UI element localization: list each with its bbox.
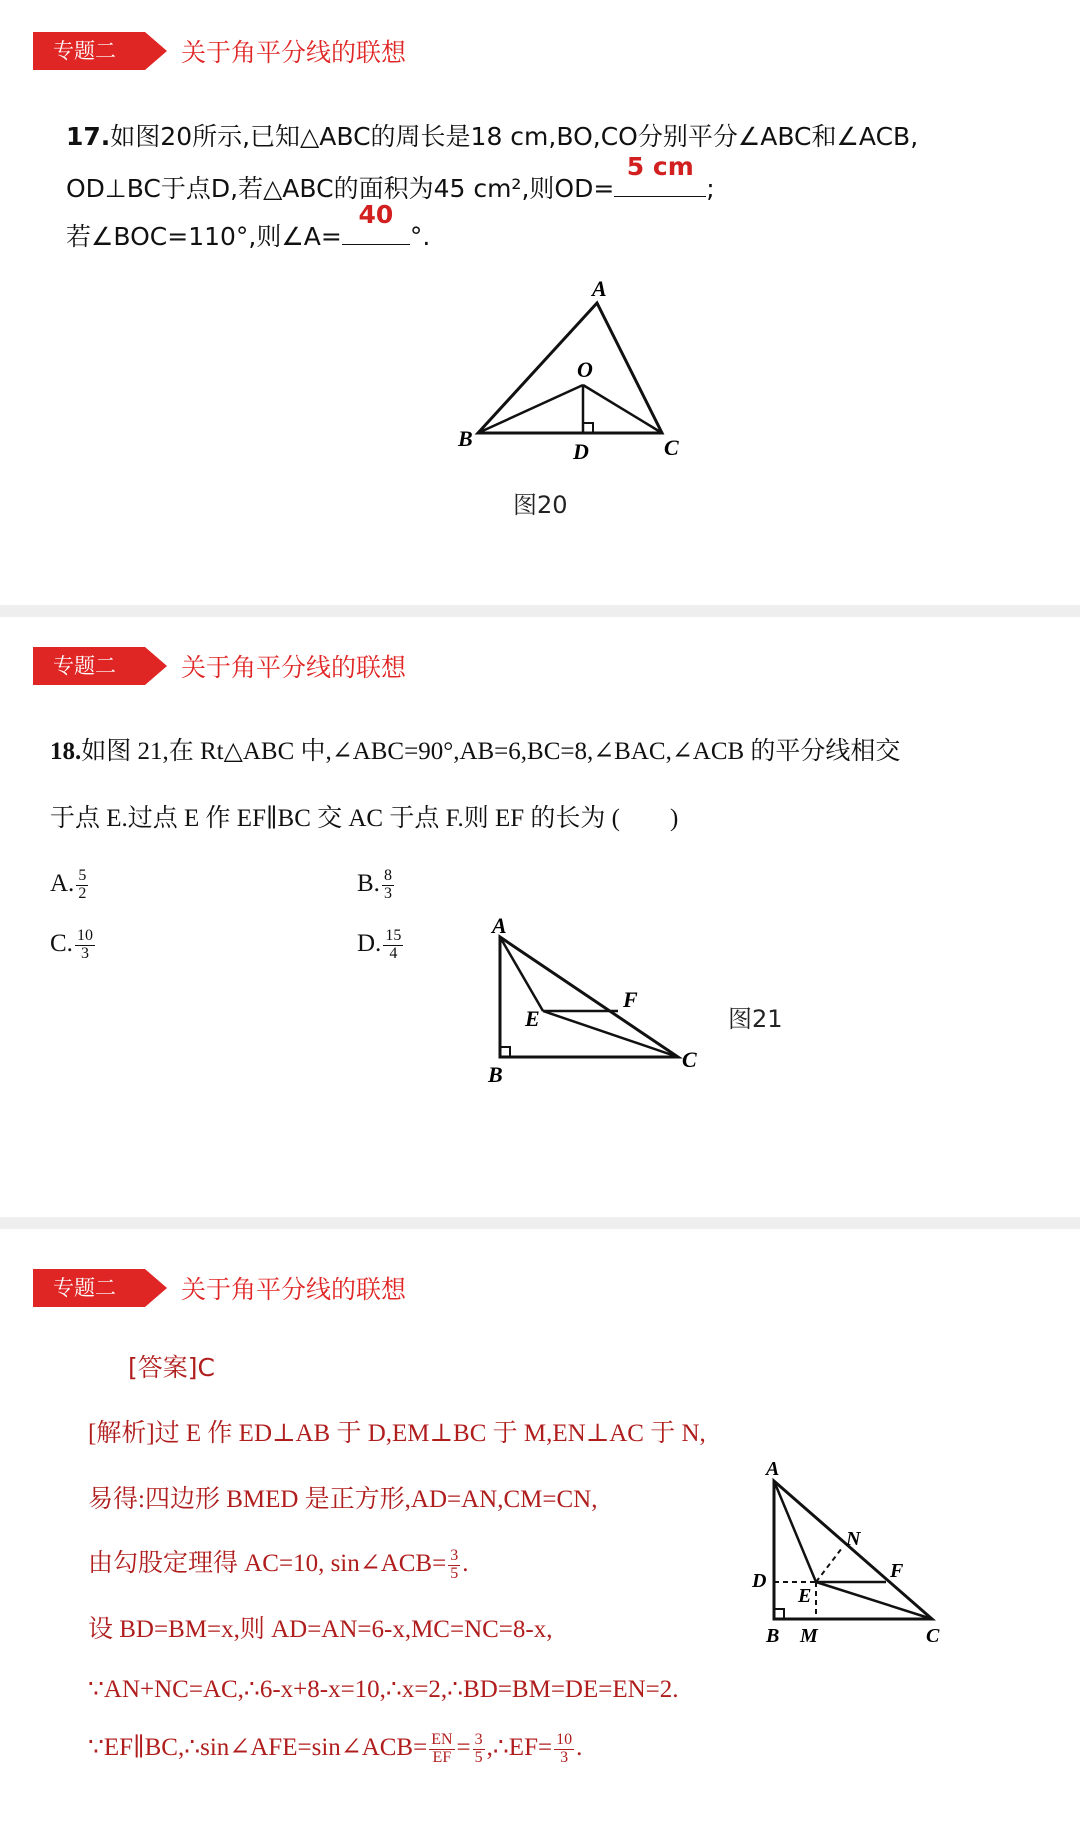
solution-line-6 — [88, 1731, 582, 1767]
option-d-den: 4 — [389, 944, 398, 962]
q18-line-1 — [50, 735, 900, 769]
q18-text-2: 于点 E.过点 E 作 EF∥BC 交 AC 于点 F.则 EF 的长为 ( ) — [50, 805, 679, 832]
solution-line-6-end: . — [576, 1734, 583, 1761]
q17-answer-2: 40 — [358, 200, 394, 229]
solution-line-3-text: 由勾股定理得 AC=10, sin∠ACB= — [88, 1550, 447, 1577]
q17-blank-1[interactable] — [614, 152, 706, 197]
topic-tag: 专题二 — [33, 647, 145, 685]
q17-blank-2[interactable] — [342, 200, 410, 245]
sin-acb-den: 5 — [450, 1564, 459, 1582]
solution-line-6-text: ∵EF∥BC,∴sin∠AFE=sin∠ACB= — [88, 1734, 428, 1761]
option-c-den: 3 — [80, 944, 89, 962]
option-b-num: 8 — [383, 866, 392, 884]
solution-answer: [答案]C — [128, 1353, 215, 1382]
sol-fig-label-e: E — [798, 1585, 812, 1607]
option-c-num: 10 — [76, 926, 93, 944]
q17-text-2: OD⊥BC于点D,若△ABC的面积为45 cm²,则OD= — [66, 174, 615, 203]
solution-line-3-end: . — [462, 1550, 469, 1577]
q17-text-3: 若∠BOC=110°,则∠A= — [66, 222, 342, 251]
topic-title: 关于角平分线的联想 — [181, 1275, 407, 1304]
q18-number: 18. — [50, 738, 82, 765]
q18-line-2 — [50, 802, 678, 836]
sol-fig-label-b: B — [766, 1625, 780, 1647]
topic-tag: 专题二 — [33, 32, 145, 70]
topic-title: 关于角平分线的联想 — [181, 38, 407, 67]
solution-line-1: [解析]过 E 作 ED⊥AB 于 D,EM⊥BC 于 M,EN⊥AC 于 N, — [88, 1420, 706, 1447]
q17-answer-1: 5 cm — [626, 152, 694, 181]
q18-option-c[interactable] — [50, 927, 97, 963]
fig20-label-d: D — [573, 439, 589, 464]
question-17-panel — [0, 0, 1080, 605]
solution-line-3 — [88, 1547, 468, 1583]
q18-option-b[interactable] — [357, 867, 396, 903]
fig21-label-a: A — [492, 913, 507, 938]
fig20-label-a: A — [592, 276, 607, 301]
topic-banner — [33, 1269, 406, 1307]
solution-figure — [740, 1459, 960, 1649]
figure-20-caption: 图20 — [513, 491, 568, 519]
sol-fig-label-m: M — [800, 1625, 818, 1647]
solution-line-4: 设 BD=BM=x,则 AD=AN=6-x,MC=NC=8-x, — [88, 1616, 553, 1643]
figure-21-caption: 图21 — [728, 1005, 783, 1033]
question-18-panel — [0, 617, 1080, 1217]
frac-ef: EF — [432, 1748, 452, 1766]
sol-fig-label-f: F — [890, 1560, 904, 1582]
solution-line-2: 易得:四边形 BMED 是正方形,AD=AN,CM=CN, — [88, 1486, 598, 1513]
frac-en: EN — [431, 1730, 453, 1748]
fig21-label-f: F — [623, 987, 638, 1012]
fig20-label-c: C — [664, 435, 679, 460]
sol-fig-label-a: A — [766, 1458, 780, 1480]
topic-banner — [33, 32, 406, 70]
topic-title: 关于角平分线的联想 — [181, 653, 407, 682]
therefore-ef: ,∴EF= — [486, 1734, 553, 1761]
fig20-label-b: B — [458, 426, 473, 451]
q17-text-2-end: ; — [706, 174, 715, 203]
fig21-label-e: E — [525, 1006, 540, 1031]
option-b-letter: B. — [357, 870, 380, 897]
fig21-label-c: C — [682, 1047, 697, 1072]
topic-banner — [33, 647, 406, 685]
sol-fig-label-c: C — [926, 1625, 940, 1647]
option-d-letter: D. — [357, 930, 382, 957]
q17-text-1: 如图20所示,已知△ABC的周长是18 cm,BO,CO分别平分∠ABC和∠ACB, — [110, 122, 919, 151]
q17-text-3-end: °. — [409, 222, 431, 251]
q17-number: 17. — [66, 122, 111, 151]
option-a-den: 2 — [78, 884, 87, 902]
frac-10: 10 — [556, 1730, 573, 1748]
frac-5: 5 — [474, 1748, 483, 1766]
option-a-num: 5 — [78, 866, 87, 884]
sol-fig-label-d: D — [752, 1570, 767, 1592]
q18-option-d[interactable] — [357, 927, 405, 963]
solution-line-5: ∵AN+NC=AC,∴6-x+8-x=10,∴x=2,∴BD=BM=DE=EN=2. — [88, 1676, 679, 1703]
fig20-label-o: O — [577, 357, 593, 382]
topic-tag: 专题二 — [33, 1269, 145, 1307]
fig21-label-b: B — [488, 1062, 503, 1087]
q17-line-1 — [66, 120, 918, 154]
option-a-letter: A. — [50, 870, 75, 897]
q18-option-a[interactable] — [50, 867, 90, 903]
figure-20 — [440, 265, 700, 475]
q17-line-3 — [66, 200, 431, 254]
option-b-den: 3 — [383, 884, 392, 902]
option-c-letter: C. — [50, 930, 73, 957]
sol-fig-label-n: N — [846, 1528, 861, 1550]
sin-acb-num: 3 — [450, 1546, 459, 1564]
frac-3: 3 — [474, 1730, 483, 1748]
option-d-num: 15 — [385, 926, 402, 944]
frac-3b: 3 — [560, 1748, 569, 1766]
q18-text-1: 如图 21,在 Rt△ABC 中,∠ABC=90°,AB=6,BC=8,∠BAC,∠ACB 的平分线相交 — [81, 738, 901, 765]
figure-21 — [470, 913, 720, 1117]
solution-panel — [0, 1229, 1080, 1835]
equals-sign: = — [456, 1734, 471, 1761]
